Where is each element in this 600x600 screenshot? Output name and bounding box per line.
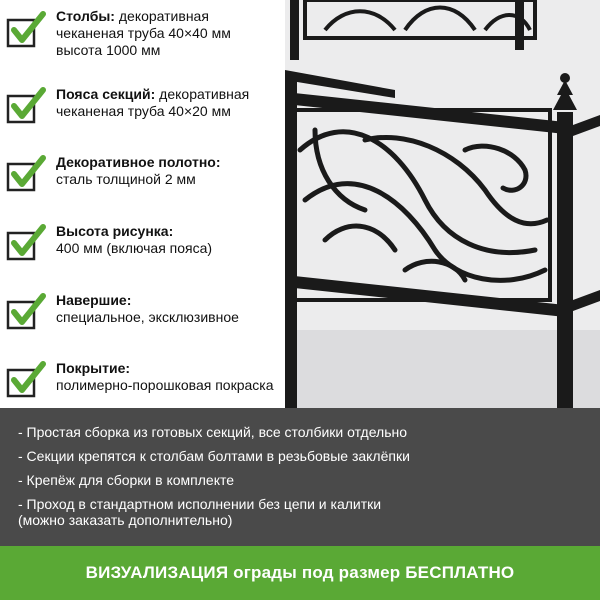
feature-item: - Крепёж для сборки в комплекте <box>18 472 235 488</box>
checkmark-icon <box>6 154 46 194</box>
feature-list <box>18 424 593 536</box>
checkmark-icon <box>6 292 46 332</box>
features-panel <box>0 408 600 546</box>
fence-illustration <box>285 0 600 408</box>
checkmark-icon <box>6 223 46 263</box>
spec-text: Высота рисунка: 400 мм (включая пояса) <box>56 223 213 256</box>
feature-item: - Секции крепятся к столбам болтами в резьбовые заклёпки <box>18 448 410 464</box>
spec-list <box>0 0 330 408</box>
checkmark-icon <box>6 86 46 126</box>
checkmark-icon <box>6 360 46 400</box>
spec-text: Навершие: специальное, эксклюзивное <box>56 292 239 325</box>
spec-text: Столбы: декоративная чеканеная труба 40×40 мм высота 1000 мм <box>56 8 231 58</box>
spec-text: Декоративное полотно: сталь толщиной 2 мм <box>56 154 221 187</box>
spec-text: Пояса секций: декоративная чеканеная труба 40×20 мм <box>56 86 250 119</box>
feature-item: - Проход в стандартном исполнении без цепи и калитки (можно заказать дополнительно) <box>18 496 382 528</box>
banner-text: ВИЗУАЛИЗАЦИЯ ограды под размер БЕСПЛАТНО <box>85 563 515 582</box>
free-visualization-banner <box>0 546 600 600</box>
checkmark-icon <box>6 10 46 50</box>
feature-item: - Простая сборка из готовых секций, все столбики отдельно <box>18 424 408 440</box>
spec-text: Покрытие: полимерно-порошковая покраска <box>56 360 274 393</box>
fence-photo <box>285 0 600 408</box>
